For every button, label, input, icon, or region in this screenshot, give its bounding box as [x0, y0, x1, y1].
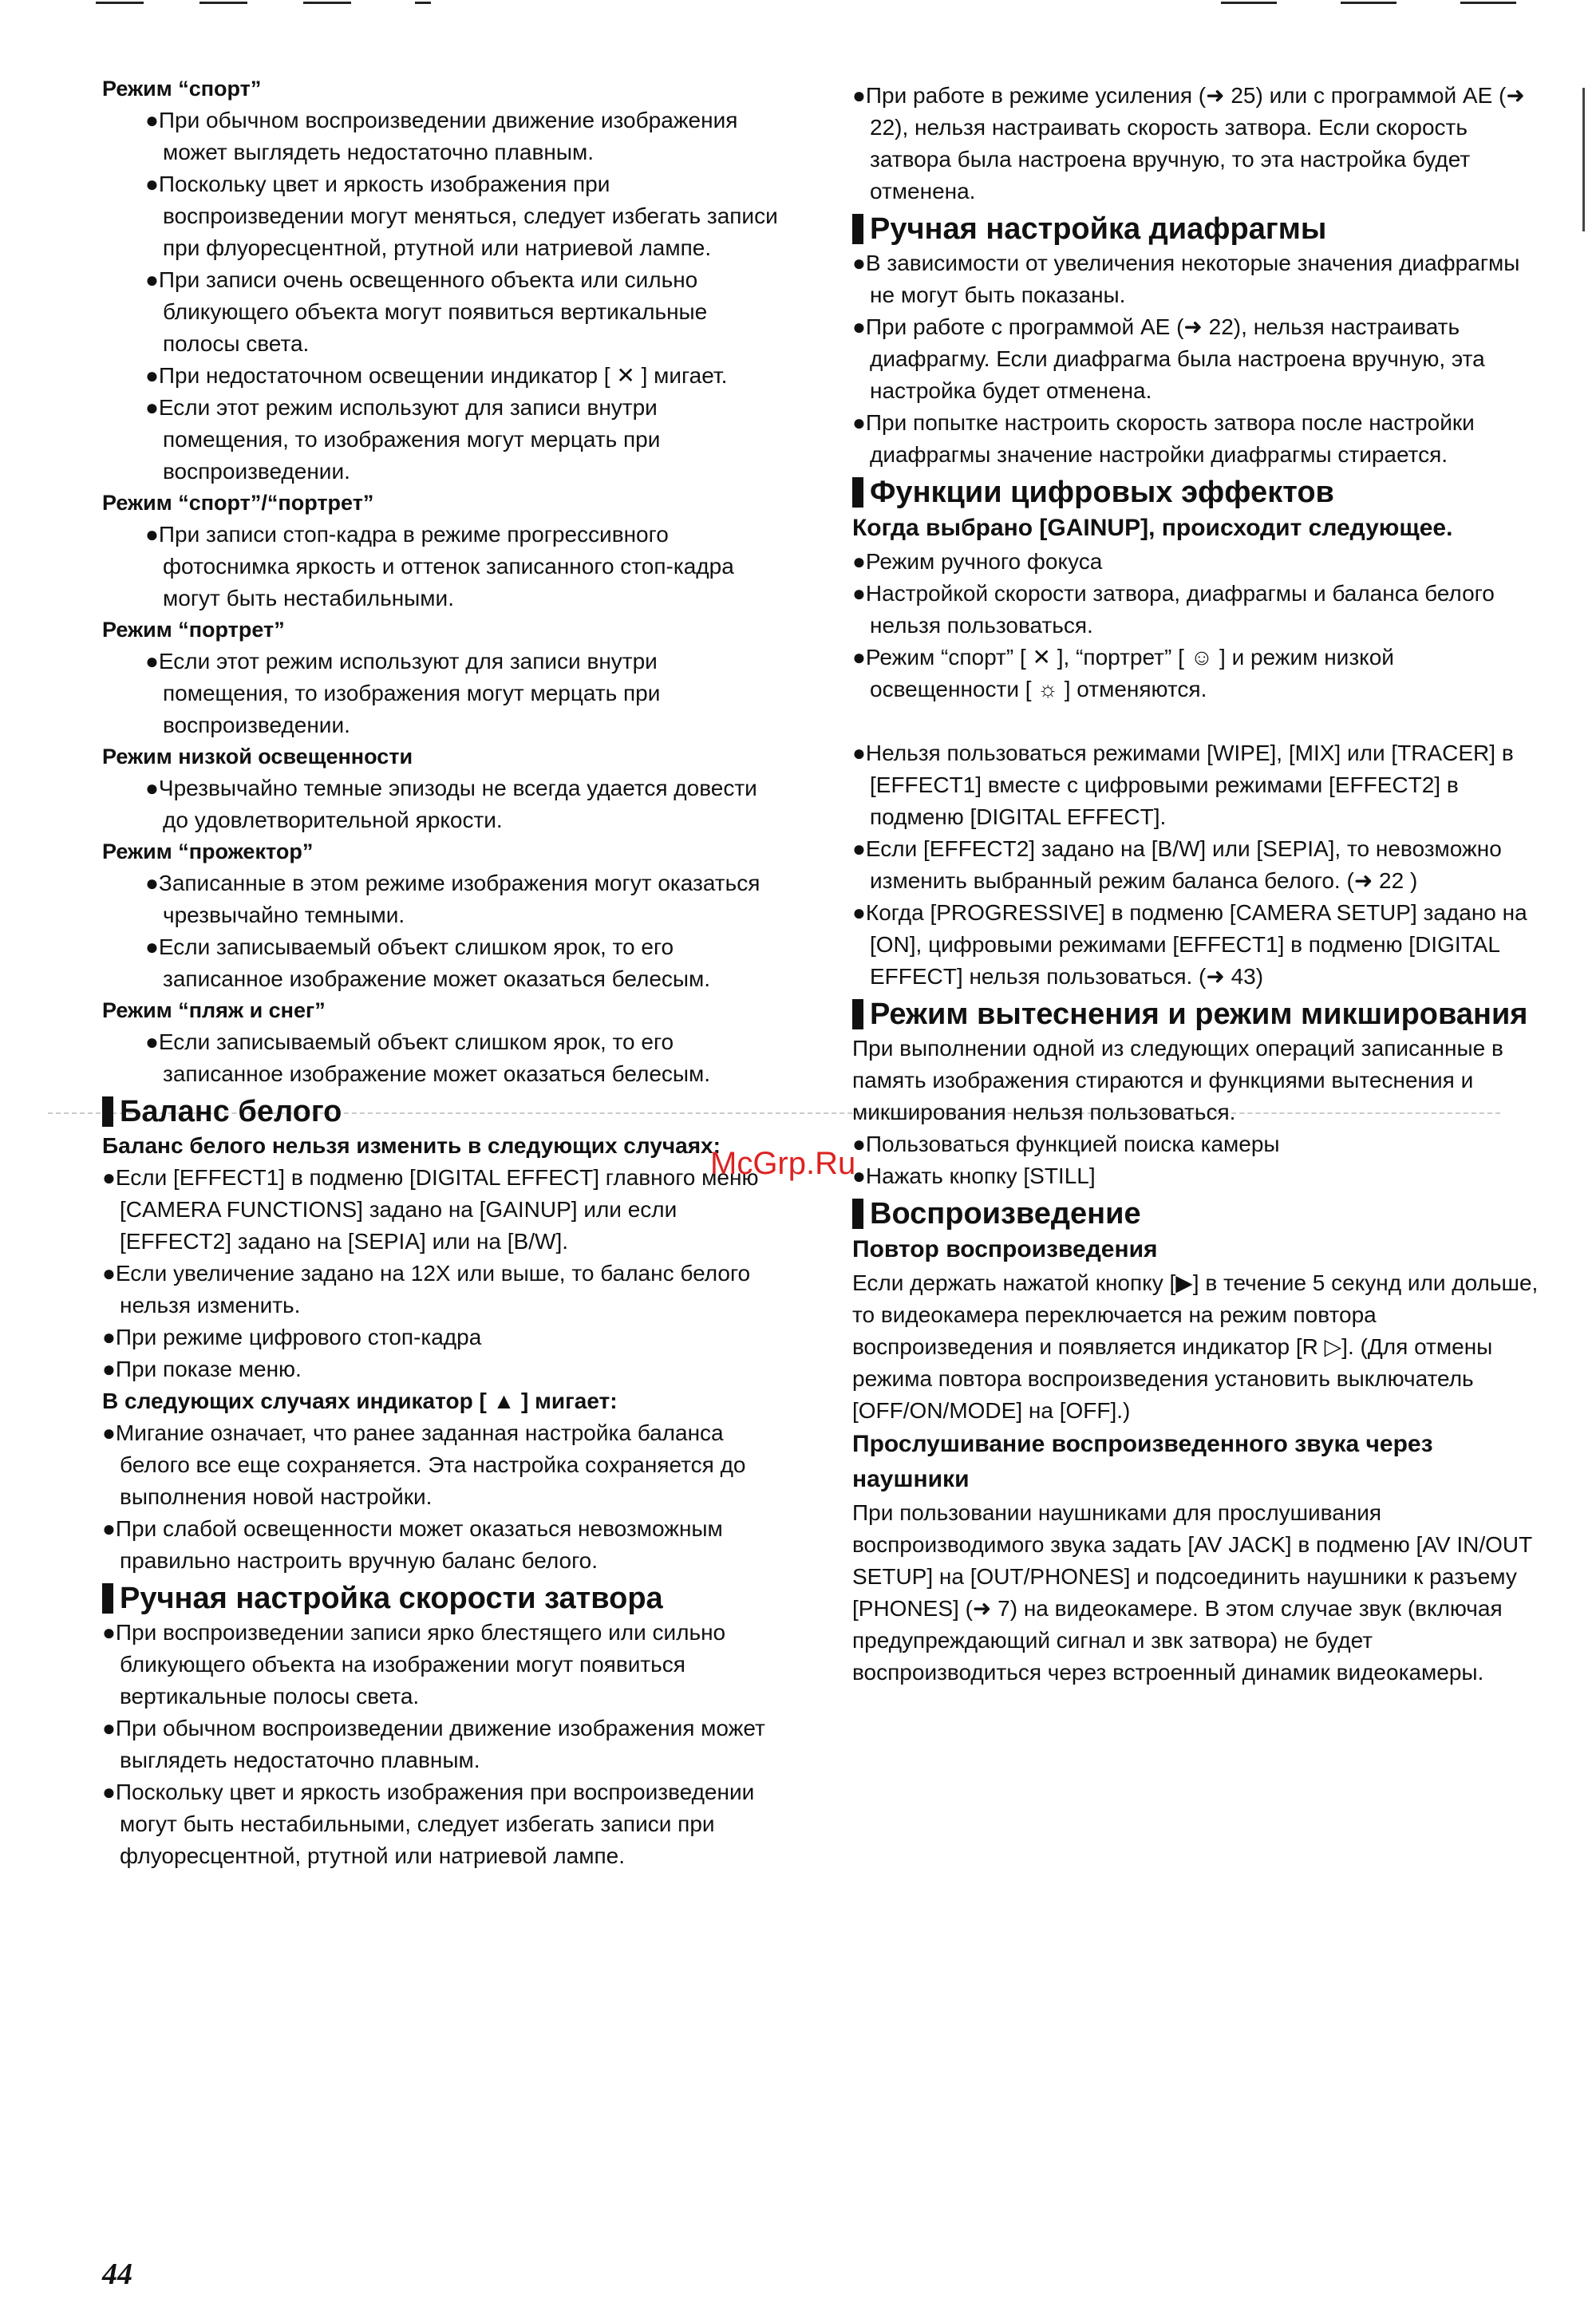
top-rule: [1221, 2, 1277, 4]
mode-heading-sport-portrait: Режим “спорт”/“портрет”: [102, 491, 374, 515]
section-title: Воспроизведение: [870, 1197, 1141, 1231]
subheading: Когда выбрано [GAINUP], происходит следующее.: [852, 515, 1453, 541]
spacer: [852, 705, 1547, 737]
list-item: ●При обычном воспроизведении движение изображения может выглядеть недостаточно плавным.: [145, 108, 738, 164]
section-title: Функции цифровых эффектов: [870, 476, 1334, 509]
top-rule: [415, 2, 431, 4]
top-rule: [303, 2, 351, 4]
list-item: ●При обычном воспроизведении движение изображения может выглядеть недостаточно плавным.: [102, 1716, 765, 1772]
list-item: ●Поскольку цвет и яркость изображения при воспроизведении могут быть нестабильными, следует избегать записи при флуоресцентной, ртутной или натриевой лампе.: [102, 1780, 755, 1868]
subheading: Прослушивание воспроизведенного звука через наушники: [852, 1431, 1433, 1492]
section-marker-icon: [852, 1199, 863, 1229]
watermark: McGrp.Ru: [710, 1146, 856, 1181]
top-rule: [1460, 2, 1516, 4]
section-playback: [852, 1195, 1547, 1232]
section-iris: [852, 211, 1547, 247]
list-item: ●Нельзя пользоваться режимами [WIPE], [MIX] или [TRACER] в [EFFECT1] вместе с цифровыми режимами [EFFECT2] в подменю [DIGITAL EFFECT].: [852, 741, 1514, 829]
right-column: [852, 80, 1547, 1689]
list-item: ●При недостаточном освещении индикатор [ ✕ ] мигает.: [145, 363, 728, 388]
section-marker-icon: [102, 1096, 113, 1127]
list-item: ●При работе с программой AE (➜ 22), нельзя настраивать диафрагму. Если диафрагма была настроена вручную, эта настройка будет отменена.: [852, 314, 1485, 403]
section-marker-icon: [852, 999, 863, 1029]
paragraph: При пользовании наушниками для прослушивания воспроизводимого звука задать [AV JACK] в подменю [AV IN/OUT SETUP] на [OUT/PHONES] и подсоединить наушники к разъему [PHONES] (➜ 7) на видеокамере. В этом случае звук (включая предупреждающий сигнал и звк затвора) не будет воспроизводиться через встроенный динамик видеокамеры.: [852, 1500, 1532, 1685]
page-number: 44: [102, 2258, 132, 2291]
subheading: Баланс белого нельзя изменить в следующих случаях:: [102, 1133, 721, 1158]
section-title: Ручная настройка скорости затвора: [120, 1582, 663, 1615]
mode-heading-sport: Режим “спорт”: [102, 77, 262, 101]
subheading: Повтор воспроизведения: [852, 1236, 1158, 1262]
list-item: ●При записи стоп-кадра в режиме прогрессивного фотоснимка яркость и оттенок записанного стоп-кадра могут быть нестабильными.: [145, 522, 734, 610]
list-item: ●Мигание означает, что ранее заданная настройка баланса белого все еще сохраняется. Эта настройка сохраняется до выполнения новой настройки.: [102, 1420, 746, 1509]
list-item: ●Настройкой скорости затвора, диафрагмы и баланса белого нельзя пользоваться.: [852, 581, 1495, 638]
section-digital-effects: [852, 474, 1547, 511]
mode-heading-beach: Режим “пляж и снег”: [102, 998, 326, 1022]
mode-heading-spotlight: Режим “прожектор”: [102, 840, 314, 863]
list-item: ●В зависимости от увеличения некоторые значения диафрагмы не могут быть показаны.: [852, 251, 1520, 307]
list-item: ●При показе меню.: [102, 1357, 302, 1381]
list-item: ●При работе в режиме усиления (➜ 25) или с программой AE (➜ 22), нельзя настраивать скорость затвора. Если скорость затвора была настроена вручную, то эта настройка будет отменена.: [852, 83, 1525, 203]
section-marker-icon: [102, 1583, 113, 1614]
list-item: ●Если [EFFECT2] задано на [B/W] или [SEPIA], то невозможно изменить выбранный режим баланса белого. (➜ 22 ): [852, 836, 1502, 893]
list-item: ●При попытке настроить скорость затвора после настройки диафрагмы значение настройки диафрагмы стирается.: [852, 410, 1475, 467]
paragraph: Если держать нажатой кнопку [▶] в течение 5 секунд или дольше, то видеокамера переключается на режим повтора воспроизведения и появляется индикатор [R ▷]. (Для отмены режима повтора воспроизведения установить выключатель [OFF/ON/MODE] на [OFF].): [852, 1270, 1539, 1423]
section-title: Баланс белого: [120, 1095, 342, 1128]
list-item: ●При записи очень освещенного объекта или сильно бликующего объекта могут появиться вертикальные полосы света.: [145, 267, 708, 356]
top-rule: [200, 2, 247, 4]
list-item: ●Если [EFFECT1] в подменю [DIGITAL EFFECT] главного меню [CAMERA FUNCTIONS] задано на [GAINUP] или если [EFFECT2] задано на [SEPIA] или на [B/W].: [102, 1165, 759, 1254]
section-shutter-speed: [102, 1580, 780, 1617]
mode-heading-lowlight: Режим низкой освещенности: [102, 745, 413, 768]
list-item: ●Если увеличение задано на 12X или выше, то баланс белого нельзя изменить.: [102, 1261, 751, 1318]
subheading: В следующих случаях индикатор [ ▲ ] мигает:: [102, 1389, 618, 1413]
list-item: ●Записанные в этом режиме изображения могут оказаться чрезвычайно темными.: [145, 871, 760, 927]
section-wipe-mix: [852, 996, 1547, 1033]
section-marker-icon: [852, 214, 863, 244]
list-item: ●При воспроизведении записи ярко блестящего или сильно бликующего объекта на изображении могут появиться вертикальные полосы света.: [102, 1620, 726, 1709]
list-item: ●Если этот режим используют для записи внутри помещения, то изображения могут мерцать при воспроизведении.: [145, 649, 661, 737]
mode-heading-portrait: Режим “портрет”: [102, 618, 285, 642]
list-item: ●Чрезвычайно темные эпизоды не всегда удается довести до удовлетворительной яркости.: [145, 776, 757, 832]
list-item: ●Режим ручного фокуса: [852, 549, 1103, 574]
list-item: ●Нажать кнопку [STILL]: [852, 1163, 1096, 1188]
list-item: ●Когда [PROGRESSIVE] в подменю [CAMERA SETUP] задано на [ON], цифровыми режимами [EFFECT1] в подменю [DIGITAL EFFECT] нельзя пользоваться. (➜ 43): [852, 900, 1527, 989]
section-white-balance: [102, 1093, 780, 1130]
list-item: ●Пользоваться функцией поиска камеры: [852, 1132, 1280, 1156]
paragraph: При выполнении одной из следующих операций записанные в память изображения стираются и функциями вытеснения и микширования нельзя пользоваться.: [852, 1036, 1503, 1124]
left-column: [102, 73, 780, 1872]
section-title: Ручная настройка диафрагмы: [870, 212, 1327, 246]
list-item: ●Поскольку цвет и яркость изображения при воспроизведении могут меняться, следует избегать записи при флуоресцентной, ртутной или натриевой лампе.: [145, 172, 778, 260]
list-item: ●Режим “спорт” [ ✕ ], “портрет” [ ☺ ] и режим низкой освещенности [ ☼ ] отменяются.: [852, 645, 1394, 701]
section-marker-icon: [852, 477, 863, 508]
list-item: ●Если записываемый объект слишком ярок, то его записанное изображение может оказаться белесым.: [145, 1029, 711, 1086]
list-item: ●Если этот режим используют для записи внутри помещения, то изображения могут мерцать при воспроизведении.: [145, 395, 661, 484]
list-item: ●Если записываемый объект слишком ярок, то его записанное изображение может оказаться белесым.: [145, 934, 711, 991]
section-title: Режим вытеснения и режим микширования: [870, 998, 1528, 1031]
top-rule: [1341, 2, 1396, 4]
list-item: ●При режиме цифрового стоп-кадра: [102, 1325, 482, 1349]
list-item: ●При слабой освещенности может оказаться невозможным правильно настроить вручную баланс белого.: [102, 1516, 723, 1573]
scan-edge: [1582, 88, 1585, 231]
top-rule: [96, 2, 144, 4]
